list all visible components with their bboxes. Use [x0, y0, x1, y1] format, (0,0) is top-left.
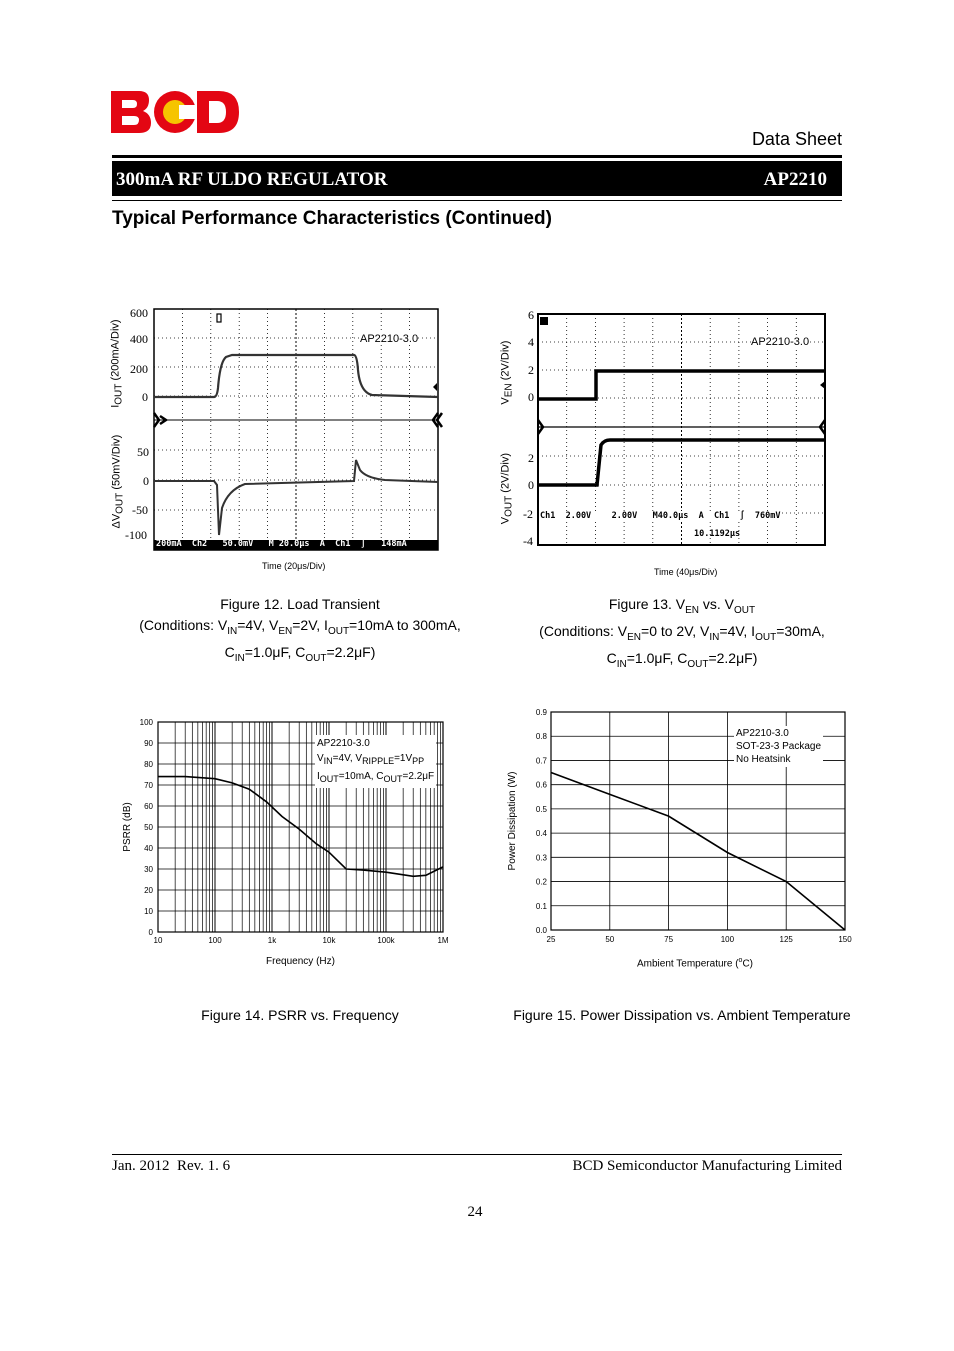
psrr-x-tick-label: 10: [153, 936, 163, 945]
psrr-x-axis-label: Frequency (Hz): [266, 956, 335, 967]
fig12-y2-axis-label: $\Delta V_{OUT}$ (50mV/Div): [110, 434, 126, 529]
pd-y-tick-label: 0.0: [535, 926, 547, 935]
fig15-legend: [734, 726, 823, 767]
footer-company: BCD Semiconductor Manufacturing Limited: [572, 1158, 842, 1174]
product-title: 300mA RF ULDO REGULATOR: [116, 169, 388, 190]
psrr-y-tick-label: 50: [144, 823, 153, 832]
fig12-conditions: (Conditions: $V_{IN}=4V$, $V_{EN}=2V$, $I_{OUT}=10mA$ to 300mA,: [139, 617, 461, 637]
fig13-conditions-2: $C_{IN}=1.0\mu F$, $C_{OUT}=2.2\mu F$): [606, 649, 758, 670]
fig13-y2-axis-label: $V_{OUT}$ (2V/Div): [499, 452, 515, 525]
psrr-y-tick-label: 60: [144, 802, 153, 811]
doc-type: Data Sheet: [751, 129, 842, 149]
fig13-y2-tick: -2: [523, 507, 533, 521]
fig14-legend-line1: AP2210-3.0: [317, 738, 370, 749]
psrr-x-tick-label: 10k: [322, 936, 336, 945]
psrr-x-tick-label: 1k: [267, 936, 277, 945]
fig14-chart: [110, 710, 470, 980]
fig13-y1-tick: 2: [528, 363, 534, 377]
psrr-y-axis-label: PSRR (dB): [122, 802, 133, 852]
psrr-x-tick-label: 100: [208, 936, 222, 945]
fig13-conditions: (Conditions: $V_{EN}=0$ to 2V, $V_{IN}=4V$, $I_{OUT}=30mA$,: [539, 622, 825, 643]
fig13-x-axis-label: Time (40μs/Div): [654, 567, 718, 577]
pd-y-tick-label: 0.2: [535, 877, 547, 887]
fig15-legend-line1: AP2210-3.0: [736, 728, 789, 739]
fig12-y1-axis-label: $I_{OUT}$ (200mA/Div): [109, 319, 125, 408]
fig13-scope-status: Ch1 2.00V 2.00V M40.0μs A Ch1 ∫ 760mV: [540, 511, 781, 521]
fig12-grid: [154, 309, 438, 550]
pd-y-tick-label: 0.6: [535, 780, 547, 790]
fig13-y2-tick: 2: [528, 451, 534, 465]
psrr-y-tick-label: 80: [144, 760, 153, 769]
fig13-caption: [496, 594, 868, 674]
fig15-chart: [498, 700, 868, 980]
pd-y-tick-label: 0.1: [535, 901, 547, 911]
section-title: Typical Performance Characteristics (Continued): [112, 208, 552, 229]
pd-y-tick-label: 0.5: [535, 804, 547, 814]
footer-date-rev: Jan. 2012 Rev. 1. 6: [112, 1158, 231, 1174]
company-logo: [109, 89, 241, 135]
fig15-caption: Figure 15. Power Dissipation vs. Ambient Temperature: [513, 1007, 851, 1023]
page-number: 24: [467, 1204, 483, 1220]
psrr-y-tick-label: 100: [139, 718, 153, 727]
fig12-scope-status: 200mA Ch2 50.0mV M 20.0μs A Ch1 ∫ 148mA: [156, 539, 407, 549]
fig13-scope-status-2: 10.1192μs: [694, 529, 741, 539]
fig12-y2-tick: 50: [137, 445, 149, 459]
pd-x-tick-label: 50: [605, 935, 615, 944]
fig12-y2-tick: -100: [125, 528, 147, 542]
fig15-legend-line3: No Heatsink: [736, 754, 791, 765]
pd-x-tick-label: 150: [838, 935, 852, 944]
fig13-title: Figure 13. $V_{EN}$ vs. $V_{OUT}$: [608, 596, 756, 616]
pd-x-tick-label: 25: [546, 935, 556, 944]
title-bar: [112, 161, 842, 196]
footer-rule: [112, 1154, 842, 1155]
header-rule-top: [112, 155, 842, 158]
fig12-x-axis-label: Time (20μs/Div): [262, 561, 326, 571]
fig13-y1-tick: 0: [528, 390, 534, 404]
fig12-title: Figure 12. Load Transient: [220, 596, 380, 612]
fig13-scope: [498, 305, 838, 585]
fig13-y1-axis-label: $V_{EN}$ (2V/Div): [499, 340, 515, 405]
pd-x-tick-label: 75: [664, 935, 674, 944]
fig12-caption: [110, 594, 490, 669]
fig12-conditions-2: $C_{IN}=1.0\mu F$, $C_{OUT}=2.2\mu F$): [224, 643, 376, 664]
pd-y-tick-label: 0.3: [535, 853, 547, 863]
pd-y-tick-label: 0.7: [535, 756, 547, 766]
fig13-y2-tick: 0: [528, 478, 534, 492]
fig14-legend-line2: $V_{IN}=4V$, $V_{RIPPLE}=1V_{PP}$: [317, 753, 425, 766]
fig12-y1-tick: 200: [130, 362, 148, 376]
fig15-legend-line2: SOT-23-3 Package: [736, 741, 822, 752]
fig14-legend-line3: $I_{OUT}=10mA$, $C_{OUT}=2.2\mu F$: [317, 771, 435, 784]
psrr-y-tick-label: 0: [148, 928, 153, 937]
psrr-y-tick-label: 20: [144, 886, 153, 895]
psrr-y-tick-label: 70: [144, 781, 153, 790]
fig12-scope: [110, 300, 450, 580]
fig12-y1-tick: 400: [130, 332, 148, 346]
fig14-legend: [315, 735, 436, 788]
fig14-caption: Figure 14. PSRR vs. Frequency: [201, 1007, 399, 1023]
pd-y-tick-label: 0.9: [535, 708, 547, 717]
header-rule-bottom: [112, 200, 842, 201]
psrr-y-tick-label: 90: [144, 739, 153, 748]
fig13-y1-tick: 6: [528, 308, 534, 322]
fig12-part-label: AP2210-3.0: [360, 333, 419, 345]
fig13-y1-tick: 4: [528, 335, 534, 349]
fig15-x-axis-label: Ambient Temperature ($^o$C): [637, 957, 753, 970]
fig12-y1-tick: 600: [130, 306, 148, 320]
fig13-y2-tick: -4: [523, 534, 533, 548]
psrr-y-tick-label: 40: [144, 844, 153, 853]
fig12-y2-tick: 0: [143, 474, 149, 488]
pd-x-tick-label: 100: [720, 935, 735, 944]
psrr-y-tick-label: 30: [144, 865, 153, 874]
pd-y-tick-label: 0.4: [535, 829, 547, 839]
pd-x-tick-label: 125: [779, 935, 793, 944]
fig12-y1-tick: 0: [142, 390, 148, 404]
psrr-x-tick-label: 1M: [437, 936, 449, 945]
fig12-y2-tick: -50: [132, 503, 148, 517]
part-number: AP2210: [763, 169, 827, 190]
psrr-y-tick-label: 10: [144, 907, 153, 916]
fig13-part-label: AP2210-3.0: [751, 336, 810, 348]
pd-y-tick-label: 0.8: [535, 732, 547, 742]
psrr-x-tick-label: 100k: [377, 936, 395, 945]
pd-y-axis-label: Power Dissipation (W): [507, 771, 518, 871]
